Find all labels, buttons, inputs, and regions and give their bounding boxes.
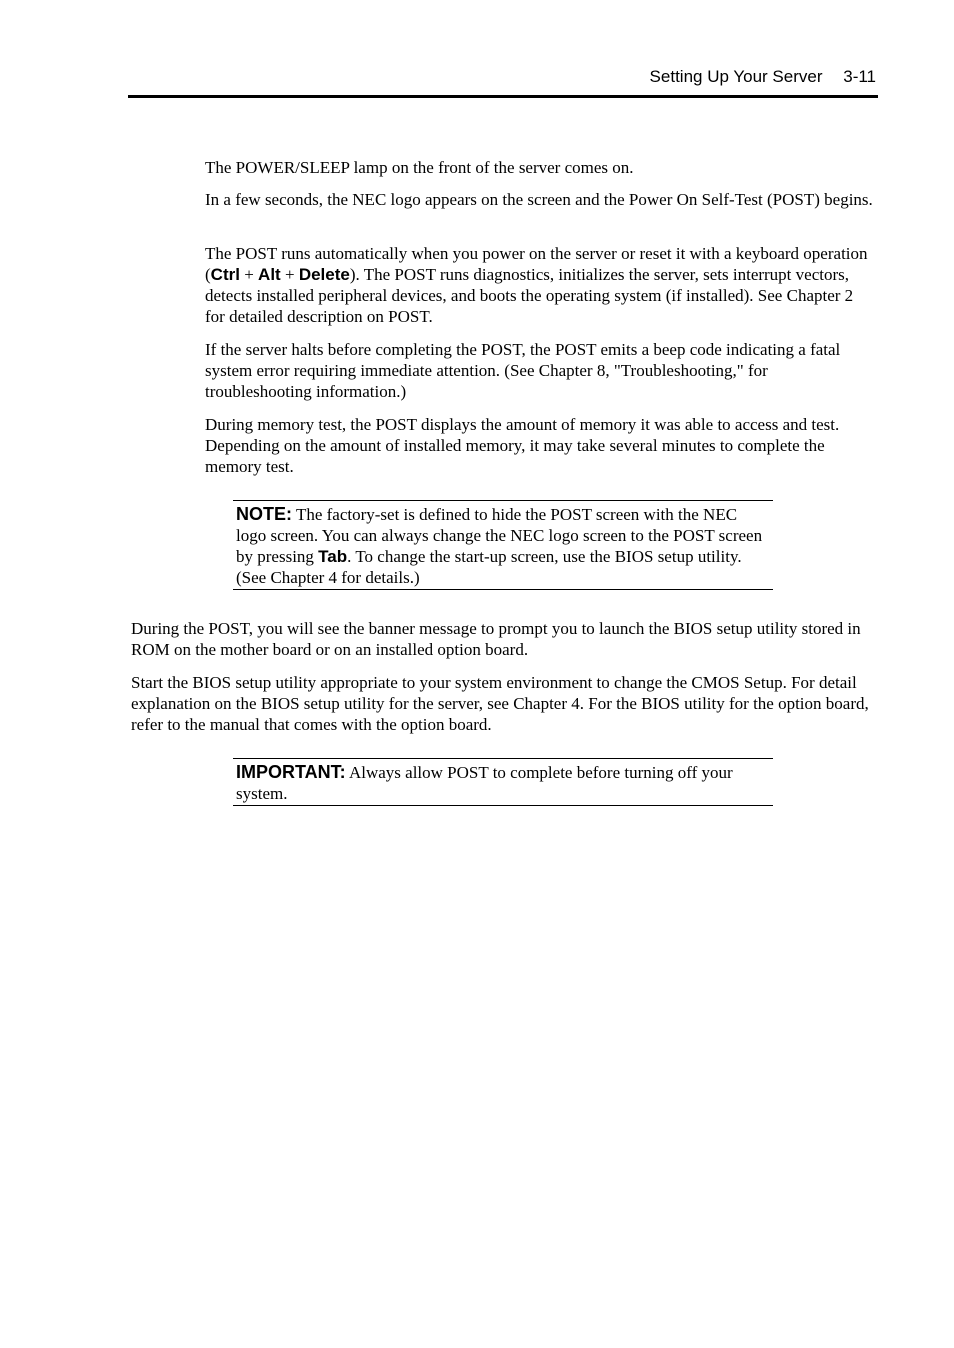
key-delete: Delete xyxy=(298,265,350,284)
important-label: IMPORTANT: xyxy=(236,762,346,782)
important-box xyxy=(233,758,773,806)
paragraph-text: During the POST, you will see the banner message to prompt you to launch the BIOS setup utility stored in ROM on the mother board or on an installed option board. xyxy=(131,619,861,659)
important-body: Always allow POST to complete before turning off your system. xyxy=(236,763,733,803)
paragraph-memory-test xyxy=(205,414,877,477)
important-text xyxy=(236,762,770,804)
note-label: NOTE: xyxy=(236,504,292,524)
paragraph-text: ). The POST runs diagnostics, initializes the server, sets interrupt vectors, detects installed peripheral devices, and boots the operating system (if installed). See Chapter 2 for detailed description on POST. xyxy=(205,265,854,326)
key-tab: Tab xyxy=(318,547,348,566)
page-number: 3-11 xyxy=(843,67,876,86)
note-box xyxy=(233,500,773,590)
paragraph-power-lamp xyxy=(205,157,877,178)
running-header xyxy=(650,66,876,88)
paragraph-text: If the server halts before completing the POST, the POST emits a beep code indicating a fatal system error requiring immediate attention. (See Chapter 8, "Troubleshooting," for troubleshooting information.) xyxy=(205,340,841,401)
paragraph-text: During memory test, the POST displays the amount of memory it was able to access and test. Depending on the amount of installed memory, it may take several minutes to complete the memory test. xyxy=(205,415,840,476)
header-title: Setting Up Your Server xyxy=(649,67,823,86)
key-ctrl: Ctrl xyxy=(210,265,240,284)
note-body: The factory-set is defined to hide the POST screen with the NEC logo screen. You can always change the NEC logo screen to the POST screen by pressing xyxy=(236,505,763,566)
paragraph-nec-logo xyxy=(205,189,877,210)
paragraph-start-bios xyxy=(131,672,879,735)
paragraph-banner-message xyxy=(131,618,879,660)
header-rule xyxy=(128,95,878,98)
plus-sign: + xyxy=(239,265,259,284)
note-text xyxy=(236,504,770,588)
paragraph-text: In a few seconds, the NEC logo appears on the screen and the Power On Self-Test (POST) begins. xyxy=(205,190,873,209)
paragraph-text: The POWER/SLEEP lamp on the front of the server comes on. xyxy=(205,158,634,177)
paragraph-post-halts xyxy=(205,339,877,402)
key-alt: Alt xyxy=(258,265,281,284)
plus-sign: + xyxy=(280,265,299,284)
paragraph-text: Start the BIOS setup utility appropriate to your system environment to change the CMOS Setup. For detail explanation on the BIOS setup utility for the server, see Chapter 4. For the BIOS utility for the option board, refer to the manual that comes with the option board. xyxy=(131,673,869,734)
paragraph-post-runs xyxy=(205,243,877,327)
paragraph-text: The POST runs automatically when you power on the server or reset it with a keyboard operation ( xyxy=(205,244,868,284)
note-body: . To change the start-up screen, use the BIOS setup utility. (See Chapter 4 for details.) xyxy=(236,547,742,587)
